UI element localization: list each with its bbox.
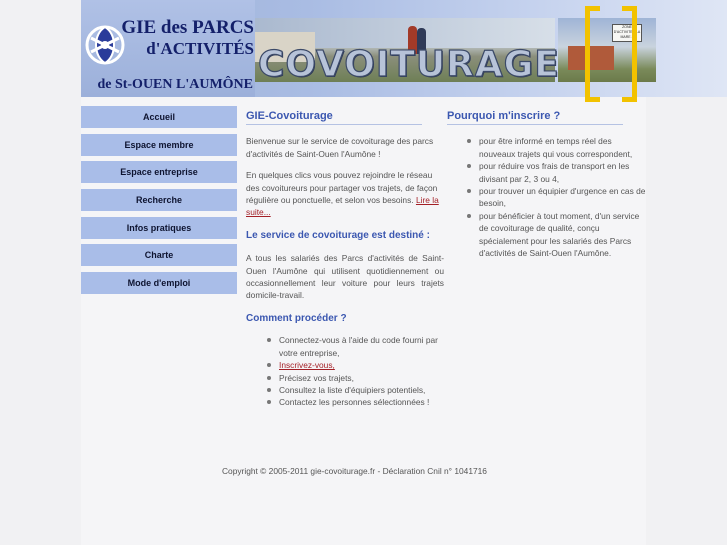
list-item xyxy=(246,372,444,384)
list-item xyxy=(246,384,444,396)
nav-recherche[interactable]: Recherche xyxy=(81,189,237,211)
logo[interactable] xyxy=(81,0,255,97)
logo-text xyxy=(114,18,254,57)
nav-espace-entreprise[interactable]: Espace entreprise xyxy=(81,161,237,183)
nav-infos-pratiques[interactable]: Infos pratiques xyxy=(81,217,237,239)
page-title: GIE-Covoiturage xyxy=(246,110,422,125)
intro-paragraph xyxy=(246,169,444,219)
destine-text: A tous les salariés des Parcs d'activités de Saint-Ouen l'Aumône qui utilisent quotidiennement ou occasionnellement leur voiture pour leurs trajets domicile-travail. xyxy=(246,253,444,301)
banner-title: COVOITURAGE xyxy=(258,44,560,85)
logo-line1: GIE des PARCS xyxy=(121,17,254,38)
list-item: pour être informé en temps réel des nouveaux trajets qui vous correspondent, xyxy=(447,135,647,160)
list-item xyxy=(246,359,444,371)
list-item xyxy=(246,396,444,408)
intro-text: Bienvenue sur le service de covoiturage des parcs d'activités de Saint-Ouen l'Aumône ! xyxy=(246,136,434,159)
nav-accueil[interactable]: Accueil xyxy=(81,106,237,128)
reasons-list xyxy=(447,135,647,259)
list-item: pour réduire vos frais de transport en les divisant par 2, 3 ou 4, xyxy=(447,160,647,185)
read-more-link[interactable]: Lire la suite... xyxy=(246,195,439,218)
nav-espace-membre[interactable]: Espace membre xyxy=(81,134,237,156)
register-link[interactable]: Inscrivez-vous, xyxy=(279,360,335,371)
intro-paragraph-text: En quelques clics vous pouvez rejoindre le réseau des covoitureurs pour partager vos trajets, de façon régulière ou ponctuelle, et selon vos besoins. xyxy=(246,170,438,206)
logo-line3: de St-OUEN L'AUMÔNE xyxy=(97,77,253,92)
why-register-title: Pourquoi m'inscrire ? xyxy=(447,110,623,125)
step-text: Précisez vos trajets, xyxy=(279,372,354,383)
footer-copyright: Copyright © 2005-2011 gie-covoiturage.fr - Déclaration Cnil n° 1041716 xyxy=(222,466,487,476)
step-text: Contactez les personnes sélectionnées ! xyxy=(279,397,430,408)
road-sign: ZONE D'ACTIVITES LA MARE 2 xyxy=(612,24,642,42)
steps-list xyxy=(246,334,444,408)
step-text: Consultez la liste d'équipiers potentiels, xyxy=(279,384,426,395)
step-text: Connectez-vous à l'aide du code fourni par votre entreprise, xyxy=(279,335,438,358)
main-content xyxy=(246,110,444,409)
bracket-left-icon xyxy=(585,6,600,102)
sidebar-nav xyxy=(81,106,237,300)
nav-charte[interactable]: Charte xyxy=(81,244,237,266)
destine-heading: Le service de covoiturage est destiné : xyxy=(246,229,430,241)
side-content xyxy=(447,110,647,259)
list-item: pour bénéficier à tout moment, d'un service de covoiturage de qualité, conçu spécialement pour les salariés des Parcs d'activités de Saint-Ouen l'Aumône. xyxy=(447,210,647,260)
nav-mode-emploi[interactable]: Mode d'emploi xyxy=(81,272,237,294)
list-item: pour trouver un équipier d'urgence en cas de besoin, xyxy=(447,185,647,210)
list-item xyxy=(246,334,444,359)
proceder-heading: Comment procéder ? xyxy=(246,312,347,324)
bracket-right-icon xyxy=(622,6,637,102)
logo-line2: d'ACTIVITÉS xyxy=(146,39,254,58)
